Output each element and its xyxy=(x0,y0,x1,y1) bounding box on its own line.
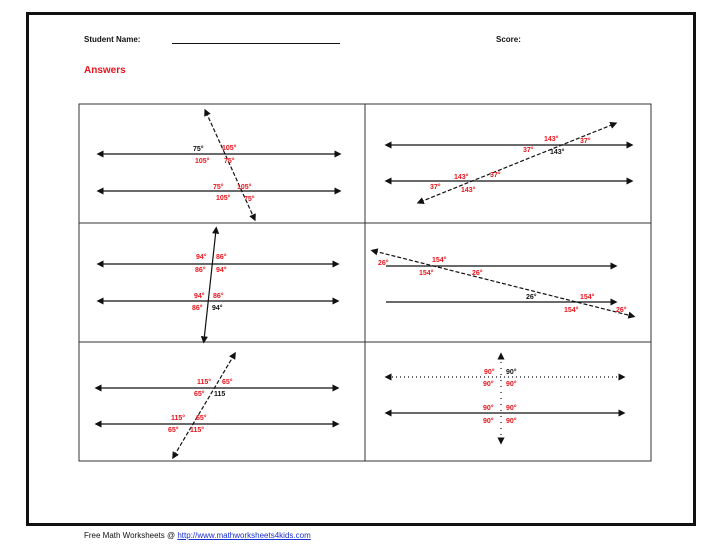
angle-label: 90° xyxy=(506,381,517,388)
footer-link[interactable]: http://www.mathworksheets4kids.com xyxy=(177,531,311,540)
panel-1 xyxy=(100,112,338,218)
angle-label: 75° xyxy=(213,184,224,191)
angle-label: 90° xyxy=(506,369,517,376)
angle-label: 90° xyxy=(483,405,494,412)
angle-label: 90° xyxy=(506,405,517,412)
angle-label: 86° xyxy=(213,293,224,300)
angle-label: 75° xyxy=(224,158,235,165)
transversal-line xyxy=(204,230,216,340)
angle-label: 90° xyxy=(506,418,517,425)
angle-label: 105° xyxy=(195,158,210,165)
angle-label: 26° xyxy=(616,307,627,314)
angle-label: 94° xyxy=(212,305,223,312)
angle-label: 115 xyxy=(214,391,226,398)
angle-label: 37° xyxy=(430,184,441,191)
angle-label: 90° xyxy=(483,418,494,425)
angle-label: 154° xyxy=(580,294,595,301)
transversal-line xyxy=(174,355,234,456)
panel-3 xyxy=(100,230,336,340)
angle-label: 115° xyxy=(190,427,205,434)
angle-label: 90° xyxy=(483,381,494,388)
angle-label: 143° xyxy=(454,174,469,181)
answers-heading: Answers xyxy=(84,65,126,76)
angle-label: 154° xyxy=(419,270,434,277)
angle-label: 75° xyxy=(244,196,255,203)
angle-label: 86° xyxy=(216,254,227,261)
angle-label: 143° xyxy=(550,149,565,156)
panel-2 xyxy=(388,124,630,202)
angle-label: 65° xyxy=(222,379,233,386)
angle-label: 154° xyxy=(564,307,579,314)
angle-label: 75° xyxy=(193,146,204,153)
footer xyxy=(84,531,311,540)
angle-label: 65° xyxy=(168,427,179,434)
panel-5 xyxy=(98,355,336,456)
angle-label: 37° xyxy=(490,172,501,179)
angle-label: 90° xyxy=(484,369,495,376)
angle-label: 26° xyxy=(472,270,483,277)
angle-label: 154° xyxy=(432,257,447,264)
angle-label: 94° xyxy=(196,254,207,261)
angle-label: 105° xyxy=(222,145,237,152)
panel-6 xyxy=(388,356,622,441)
transversal-line xyxy=(374,251,632,316)
angle-label: 86° xyxy=(192,305,203,312)
transversal-line xyxy=(420,124,614,202)
angle-label: 37° xyxy=(580,138,591,145)
angle-label: 26° xyxy=(378,260,389,267)
angle-label: 94° xyxy=(216,267,227,274)
angle-label: 105° xyxy=(216,195,231,202)
angle-label: 65° xyxy=(194,391,205,398)
angle-label: 143° xyxy=(544,136,559,143)
panel-4 xyxy=(374,251,632,316)
angle-label: 105° xyxy=(237,184,252,191)
footer-prefix: Free Math Worksheets @ xyxy=(84,531,178,540)
angle-label: 115° xyxy=(197,379,212,386)
angle-label: 115° xyxy=(171,415,186,422)
angle-label: 37° xyxy=(523,147,534,154)
score-label: Score: xyxy=(496,35,521,44)
student-name-label: Student Name: xyxy=(84,35,141,44)
angle-label: 86° xyxy=(195,267,206,274)
angle-label: 94° xyxy=(194,293,205,300)
angle-label: 143° xyxy=(461,187,476,194)
angle-label: 26° xyxy=(526,294,537,301)
angle-label: 65° xyxy=(196,415,207,422)
